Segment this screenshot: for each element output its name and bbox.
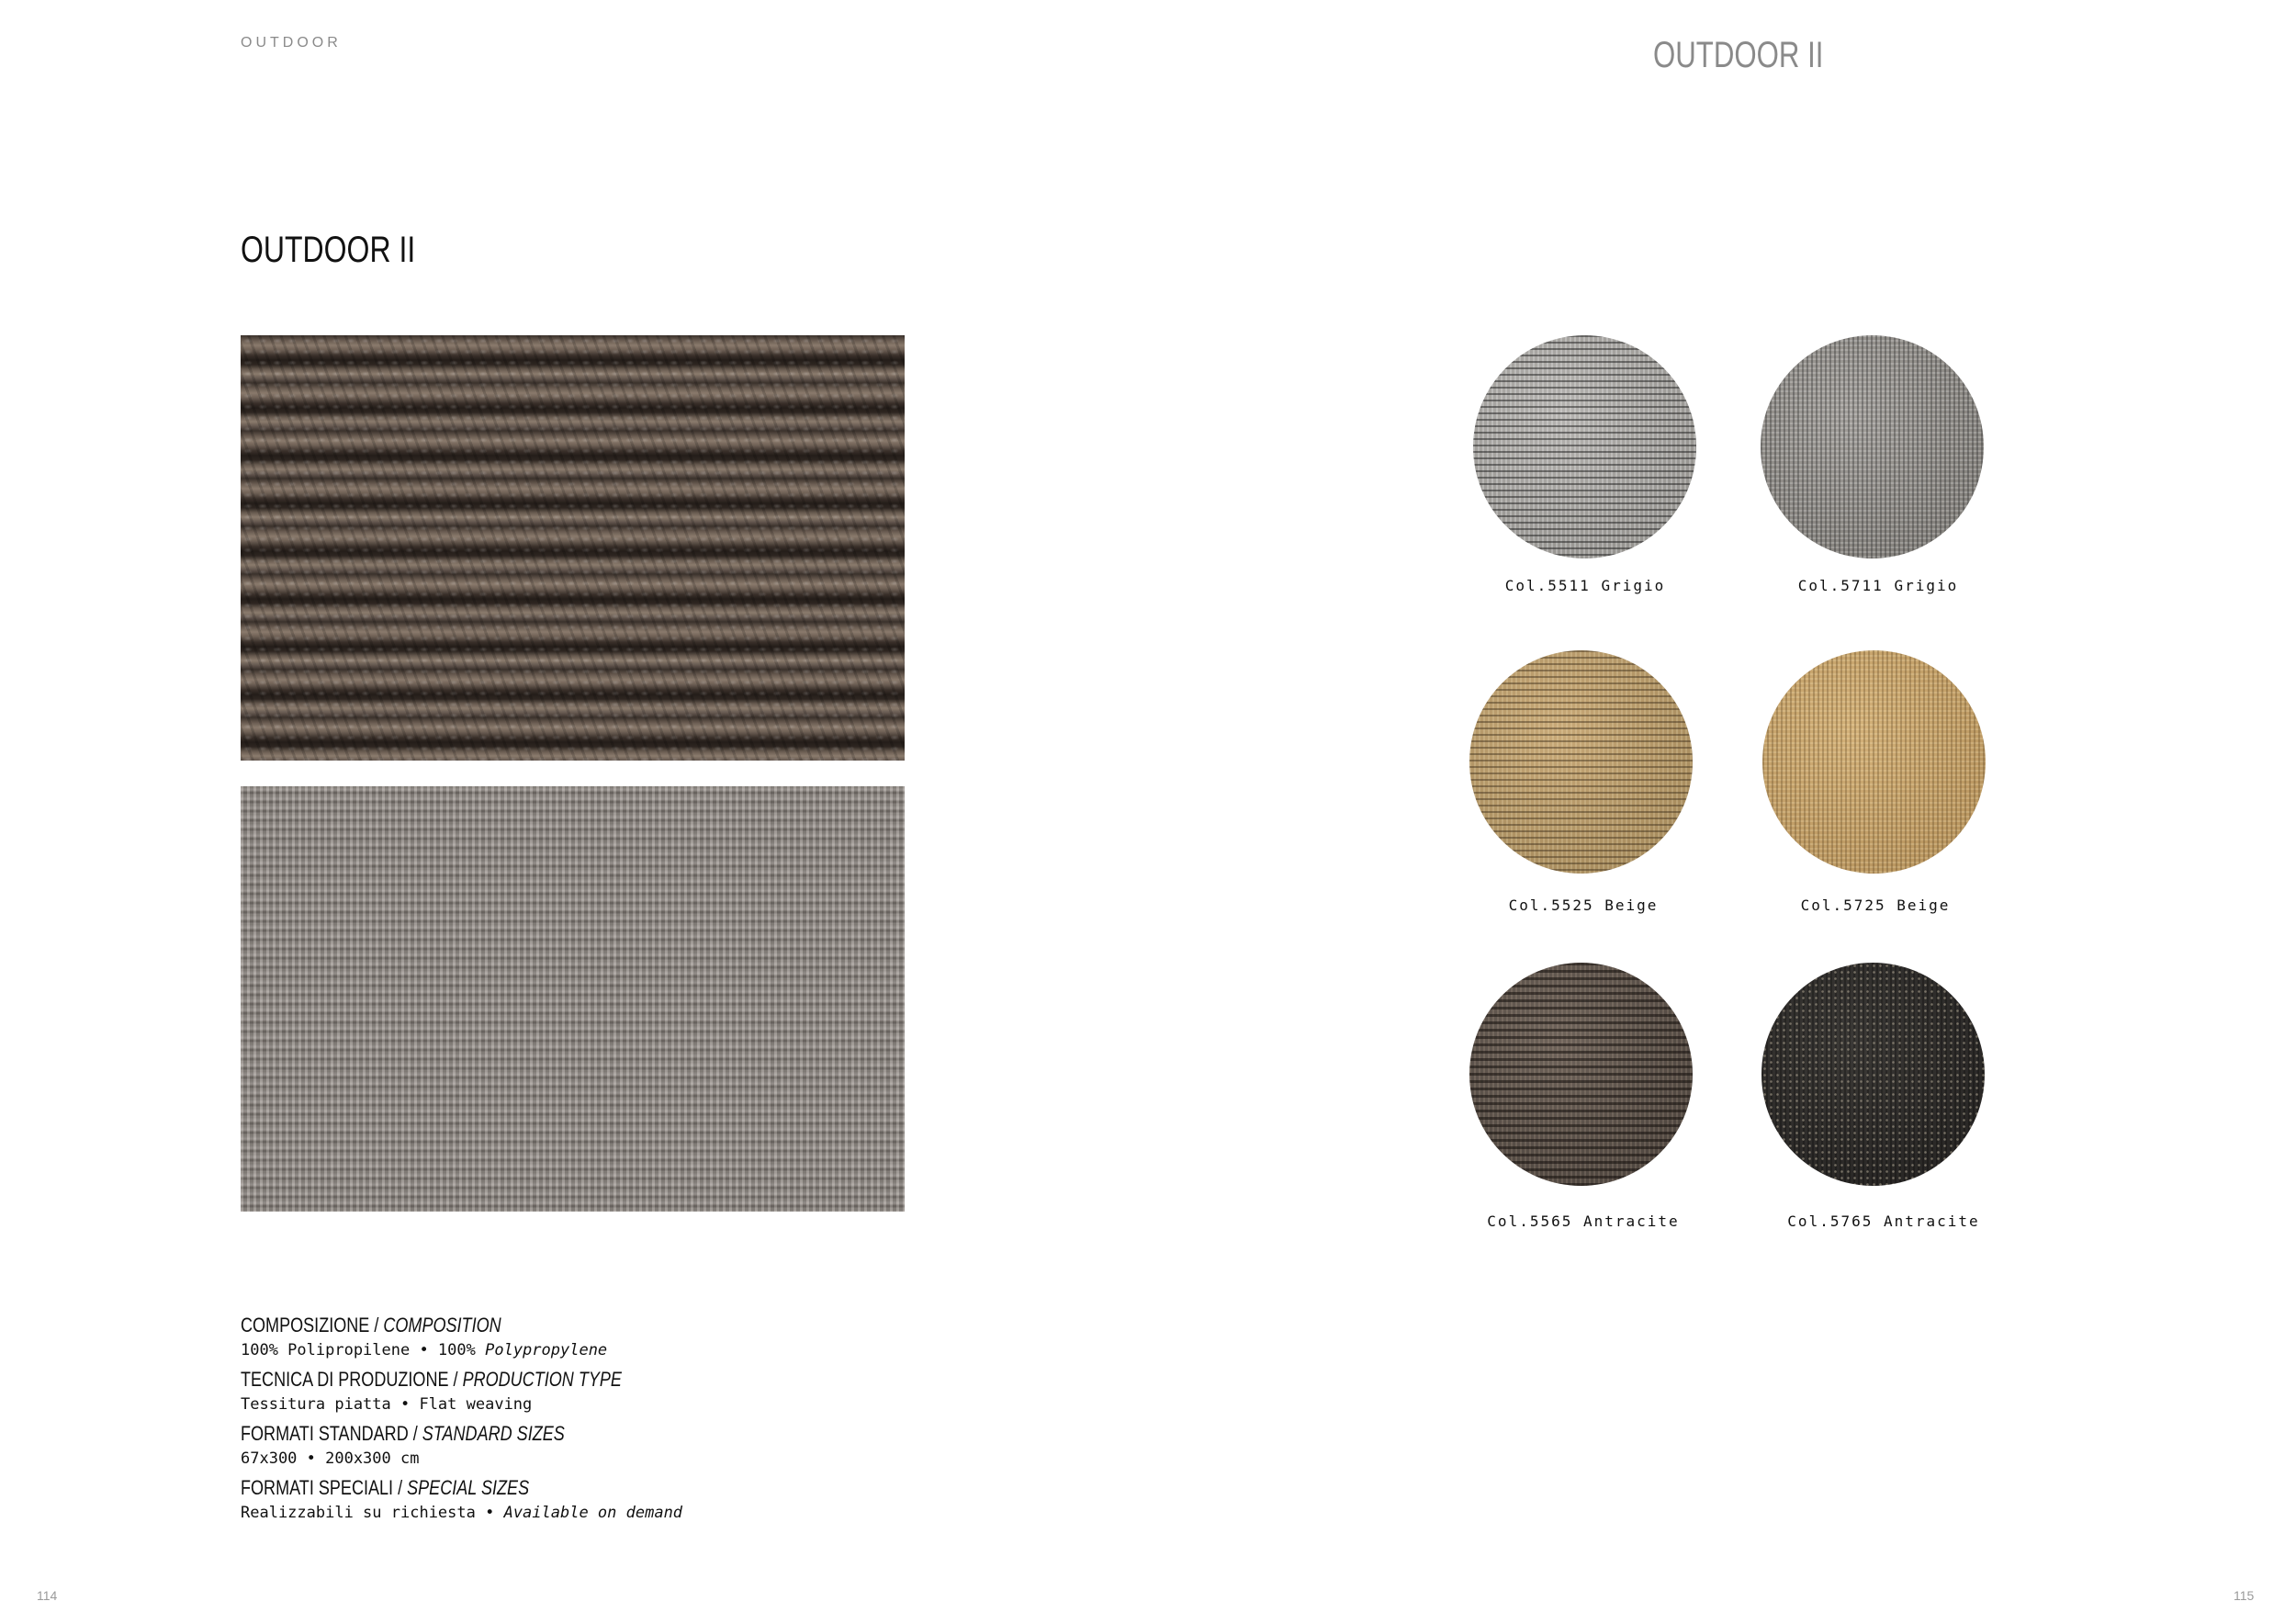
- color-swatch-5765: [1761, 963, 1985, 1186]
- running-title-right: OUTDOOR II: [1653, 35, 1824, 75]
- spec-composition: [241, 1314, 607, 1359]
- spec-production-type: [241, 1368, 705, 1414]
- color-label-5765: Col.5765 Antracite: [1787, 1212, 1980, 1230]
- spec-heading: TECNICA DI PRODUZIONE / PRODUCTION TYPE: [241, 1368, 622, 1391]
- spec-value: Tessitura piatta • Flat weaving: [241, 1395, 533, 1414]
- spec-value: 67x300 • 200x300 cm: [241, 1449, 420, 1468]
- spec-heading: FORMATI SPECIALI / SPECIAL SIZES: [241, 1476, 530, 1499]
- texture-photo-striped: [241, 335, 905, 761]
- color-swatch-5525: [1469, 650, 1693, 874]
- color-label-5725: Col.5725 Beige: [1800, 897, 1951, 914]
- page-title: OUTDOOR II: [241, 230, 416, 270]
- spec-heading: FORMATI STANDARD / STANDARD SIZES: [241, 1422, 565, 1445]
- color-label-5525: Col.5525 Beige: [1508, 897, 1659, 914]
- spec-heading: COMPOSIZIONE / COMPOSITION: [241, 1314, 501, 1336]
- page-number-right: 115: [2234, 1588, 2255, 1603]
- color-label-5711: Col.5711 Grigio: [1797, 577, 1959, 594]
- page-number-left: 114: [37, 1588, 58, 1603]
- running-title-left: OUTDOOR: [241, 35, 342, 51]
- color-label-5511: Col.5511 Grigio: [1504, 577, 1666, 594]
- color-swatch-5725: [1762, 650, 1986, 874]
- spec-standard-sizes: [241, 1422, 636, 1468]
- color-swatch-5565: [1469, 963, 1693, 1186]
- spec-value: Realizzabili su richiesta • Available on demand: [241, 1504, 683, 1522]
- color-swatch-5511: [1473, 335, 1696, 558]
- color-swatch-5711: [1761, 335, 1984, 558]
- texture-photo-grey: [241, 786, 905, 1212]
- spec-special-sizes: [241, 1476, 682, 1522]
- color-label-5565: Col.5565 Antracite: [1487, 1212, 1680, 1230]
- spec-value: 100% Polipropilene • 100% Polypropylene: [241, 1341, 608, 1359]
